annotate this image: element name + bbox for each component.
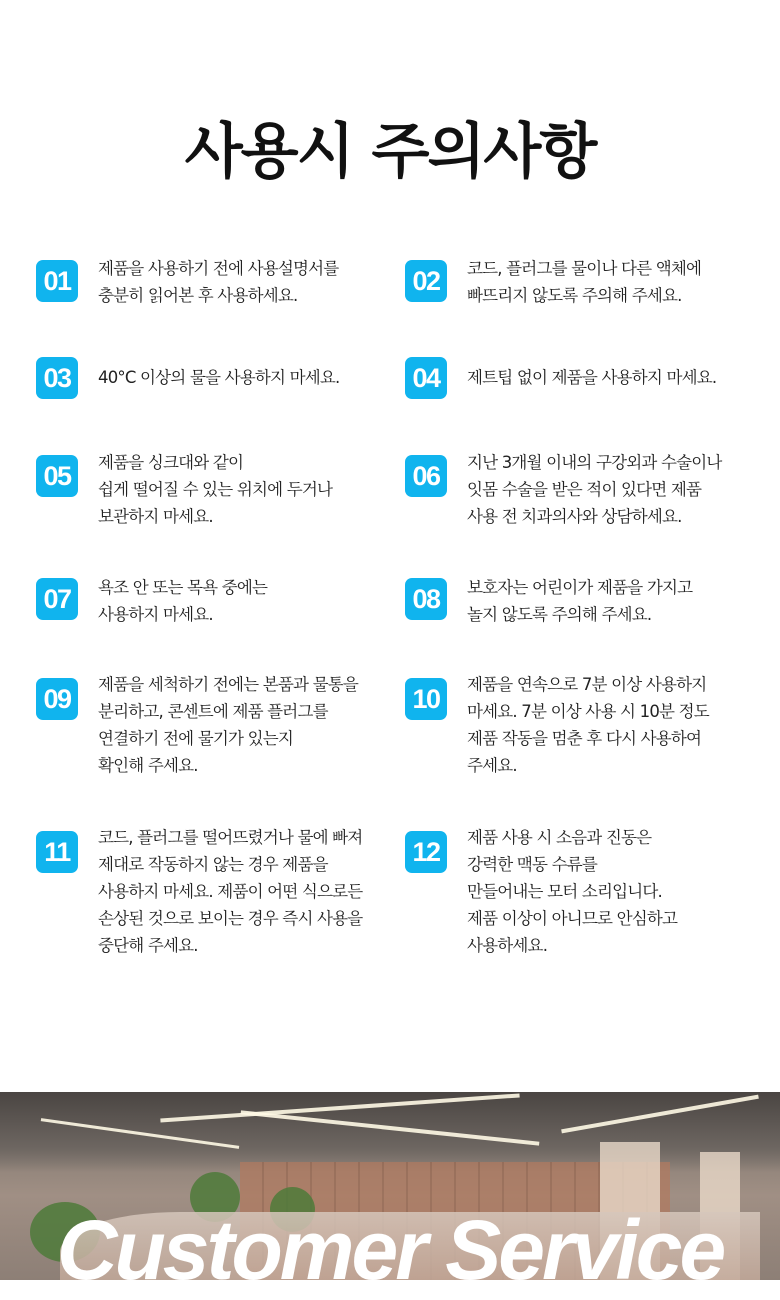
caution-item-10 — [405, 675, 757, 779]
caution-text: 보호자는 어린이가 제품을 가지고 놀지 않도록 주의해 주세요. — [467, 578, 693, 624]
caution-item-12 — [405, 828, 757, 959]
caution-text: 제품을 연속으로 7분 이상 사용하지 마세요. 7분 이상 사용 시 10분 정도 제품 작동을 멈춘 후 다시 사용하여 주세요. — [467, 675, 709, 775]
caution-text: 코드, 플러그를 떨어뜨렸거나 물에 빠져 제대로 작동하지 않는 경우 제품을 사용하지 마세요. 제품이 어떤 식으로든 손상된 것으로 보이는 경우 즉시 사용을 중단해 주세요. — [98, 828, 363, 955]
caution-item-07 — [36, 578, 388, 628]
caution-text: 코드, 플러그를 물이나 다른 액체에 빠뜨리지 않도록 주의해 주세요. — [467, 259, 702, 305]
caution-item-11 — [36, 828, 388, 959]
caution-item-01 — [36, 260, 388, 309]
caution-item-06 — [405, 455, 757, 530]
customer-service-heading: Customer Service — [56, 1203, 724, 1297]
caution-number-badge: 11 — [36, 831, 78, 873]
caution-item-02 — [405, 260, 757, 309]
caution-number-badge: 12 — [405, 831, 447, 873]
caution-number-badge: 03 — [36, 357, 78, 399]
caution-item-05 — [36, 455, 388, 530]
caution-item-03 — [36, 357, 388, 399]
caution-text: 지난 3개월 이내의 구강외과 수술이나 잇몸 수술을 받은 적이 있다면 제품 사용 전 치과의사와 상담하세요. — [467, 453, 722, 526]
caution-number-badge: 02 — [405, 260, 447, 302]
caution-text: 욕조 안 또는 목욕 중에는 사용하지 마세요. — [98, 578, 268, 624]
caution-number-badge: 06 — [405, 455, 447, 497]
caution-text: 40°C 이상의 물을 사용하지 마세요. — [98, 368, 340, 387]
caution-number-badge: 05 — [36, 455, 78, 497]
caution-item-09 — [36, 675, 388, 779]
caution-text: 제트팁 없이 제품을 사용하지 마세요. — [467, 368, 717, 387]
caution-text: 제품을 싱크대와 같이 쉽게 떨어질 수 있는 위치에 두거나 보관하지 마세요. — [98, 453, 333, 526]
caution-number-badge: 09 — [36, 678, 78, 720]
page-title: 사용시 주의사항 — [184, 117, 596, 187]
caution-text: 제품을 사용하기 전에 사용설명서를 충분히 읽어본 후 사용하세요. — [98, 259, 339, 305]
caution-number-badge: 08 — [405, 578, 447, 620]
caution-item-04 — [405, 357, 757, 399]
caution-number-badge: 07 — [36, 578, 78, 620]
caution-number-badge: 04 — [405, 357, 447, 399]
caution-number-badge: 10 — [405, 678, 447, 720]
caution-item-08 — [405, 578, 757, 628]
caution-text: 제품 사용 시 소음과 진동은 강력한 맥동 수류를 만들어내는 모터 소리입니다. 제품 이상이 아니므로 안심하고 사용하세요. — [467, 828, 678, 955]
caution-number-badge: 01 — [36, 260, 78, 302]
caution-text: 제품을 세척하기 전에는 본품과 물통을 분리하고, 콘센트에 제품 플러그를 연결하기 전에 물기가 있는지 확인해 주세요. — [98, 675, 359, 775]
